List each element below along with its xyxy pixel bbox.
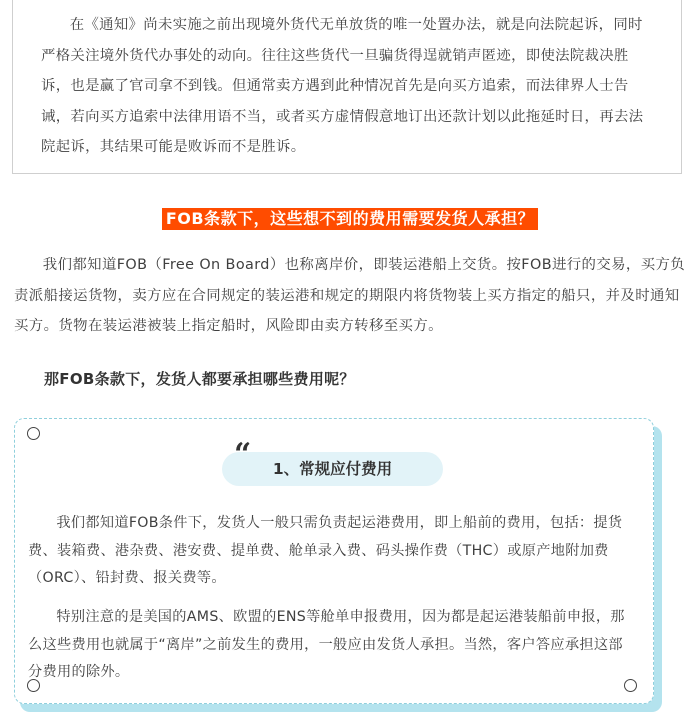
card-paragraph-regular-fees: 我们都知道FOB条件下，发货人一般只需负责起运港费用，即上船前的费用，包括：提货费、装箱费、港杂费、港安费、提单费、舱单录入费、码头操作费（THC）或原产地附加费（ORC）、铅封费、报关费等。 (28, 515, 623, 586)
section-title-container (0, 208, 700, 230)
ring-top-left-icon (27, 427, 40, 440)
notice-paragraph: 在《通知》尚未实施之前出现境外货代无单放货的唯一处置办法，就是向法院起诉，同时严格关注境外货代办事处的动向。往往这些货代一旦骗货得逞就销声匿迹，即使法院裁决胜诉，也是赢了官司拿不到钱。但通常卖方遇到此种情况首先是向买方追索，而法律界人士告诫，若向买方追索中法律用语不当，或者买方虚情假意地订出还款计划以此拖延时日，再去法院起诉，其结果可能是败诉而不是胜诉。 (41, 17, 644, 156)
fob-cost-question: 那FOB条款下，发货人都要承担哪些费用呢？ (44, 370, 355, 388)
card-paragraph-manifest-fees: 特别注意的是美国的AMS、欧盟的ENS等舱单申报费用，因为都是起运港装船前申报，那么这些费用也就属于“离岸”之前发生的费用，一般应由发货人承担。当然，客户答应承担这部分费用的除外。 (28, 609, 625, 680)
notice-box (12, 0, 682, 174)
fob-intro-paragraph: 我们都知道FOB（Free On Board）也称离岸价，即装运港船上交货。按FOB进行的交易，买方负责派船接运货物，卖方应在合同规定的装运港和规定的期限内将货物装上买方指定的船只，并及时通知买方。货物在装运港被装上指定船时，风险即由卖方转移至买方。 (14, 257, 686, 334)
card-heading: 1、常规应付费用 (222, 452, 443, 486)
section-title: FOB条款下，这些想不到的费用需要发货人承担？ (162, 208, 538, 230)
